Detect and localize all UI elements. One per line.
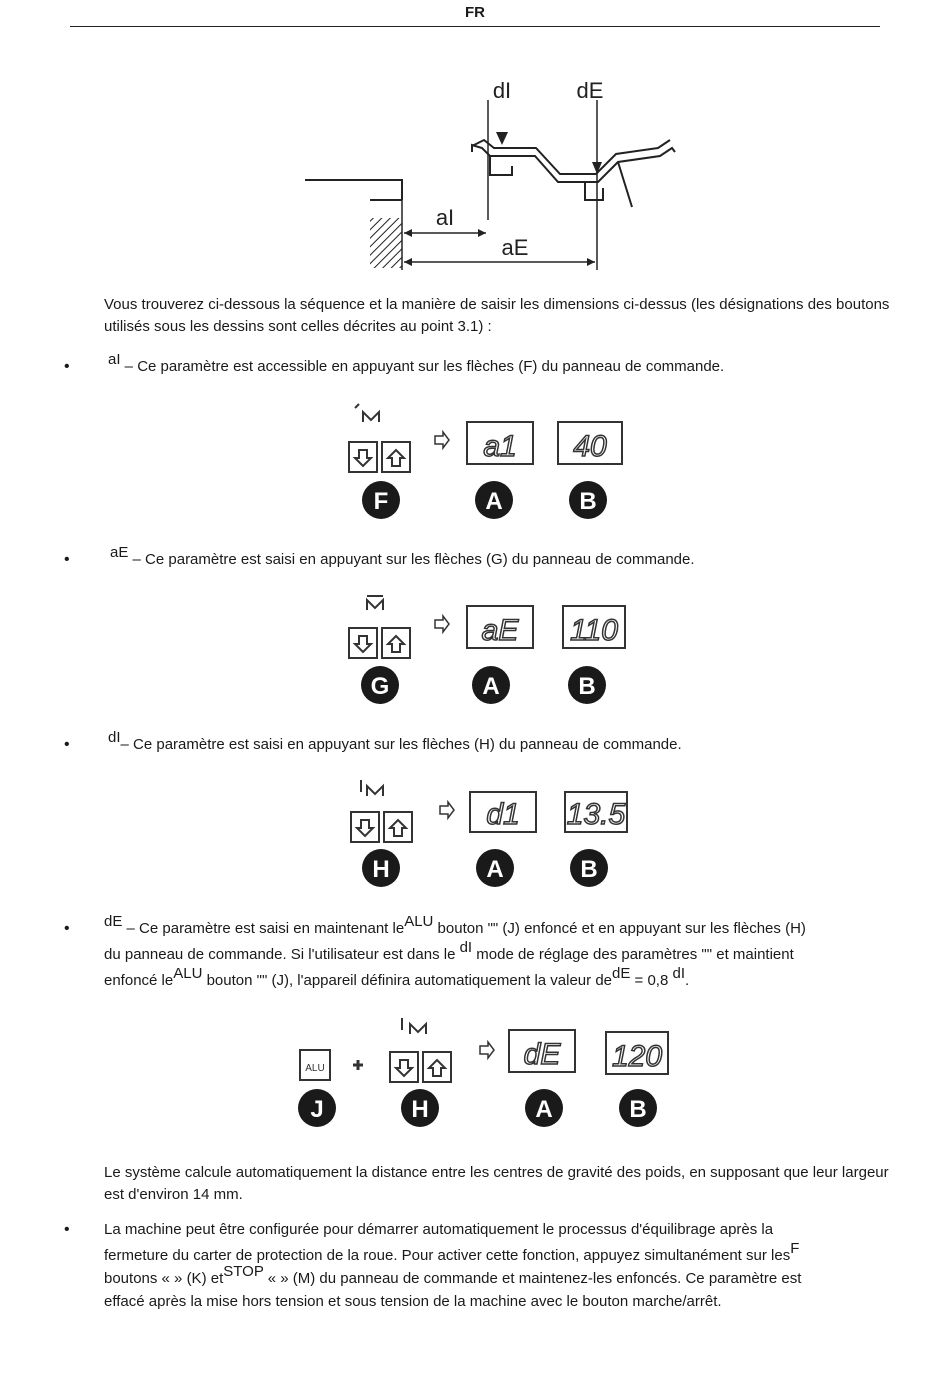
rim-dimension-diagram: [300, 70, 685, 280]
button-g-label: G: [370, 673, 390, 700]
svg-text:A: A: [486, 856, 504, 883]
svg-text:B: B: [579, 488, 597, 515]
page-header: [70, 0, 880, 27]
label-aI: aI: [435, 205, 455, 230]
auto-calc-text: Le système calcule automatiquement la distance entre les centres de gravité des poids, en supposant que leur largeur est d'environ 14 mm.: [104, 1164, 889, 1203]
panel-aE: [345, 590, 635, 708]
final-line-3: boutons « » (K) etSTOP « » (M) du panneau de commande et maintenez-les enfoncés. Ce paramètre est: [104, 1263, 802, 1287]
final-line-4: effacé après la mise hors tension et sous tension de la machine avec le bouton marche/arrêt.: [104, 1293, 722, 1310]
display-b-aI: 40: [573, 430, 607, 463]
panel-dI: [345, 774, 635, 890]
display-b-dE: 120: [611, 1040, 663, 1073]
item-dE-line-1: dE – Ce paramètre est saisi en maintenant leALU bouton "" (J) enfoncé et en appuyant sur les flèches (H): [104, 913, 806, 937]
bullet-5: •: [64, 1221, 70, 1238]
button-h-label-2: H: [411, 1096, 429, 1123]
svg-text:A: A: [482, 673, 500, 700]
item-dE-line-2: du panneau de commande. Si l'utilisateur est dans le dI mode de réglage des paramètres "" et maintient: [104, 939, 794, 963]
button-h-label: H: [372, 856, 390, 883]
svg-text:B: B: [629, 1096, 647, 1123]
param-dI: dI: [108, 729, 121, 746]
display-a-dE: dE: [523, 1038, 561, 1071]
panel-aI: [345, 400, 635, 522]
param-aI: aI: [108, 351, 121, 368]
display-a-aE: aE: [481, 614, 519, 647]
item-dE-line-3: enfoncé leALU bouton "" (J), l'appareil définira automatiquement la valeur dedE = 0,8 dI.: [104, 965, 690, 989]
display-a-aI: a1: [483, 430, 517, 463]
bullet-1: •: [64, 358, 70, 375]
language-code: FR: [465, 4, 485, 21]
svg-text:B: B: [580, 856, 598, 883]
item-aI-text: aI – Ce paramètre est accessible en appuyant sur les flèches (F) du panneau de commande.: [108, 351, 725, 375]
final-line-1: La machine peut être configurée pour démarrer automatiquement le processus d'équilibrage après la: [104, 1221, 774, 1238]
item-dI-text: dI– Ce paramètre est saisi en appuyant sur les flèches (H) du panneau de commande.: [108, 729, 682, 753]
display-b-dI: 13.5: [566, 798, 626, 831]
display-b-aE: 110: [570, 614, 618, 647]
bullet-4: •: [64, 920, 70, 937]
display-a-dI: d1: [486, 798, 520, 831]
item-aE-text: aE – Ce paramètre est saisi en appuyant sur les flèches (G) du panneau de commande.: [110, 544, 695, 568]
button-j-label: J: [310, 1096, 324, 1123]
label-aE: aE: [501, 235, 529, 260]
svg-text:A: A: [535, 1096, 553, 1123]
svg-text:A: A: [485, 488, 503, 515]
panel-dE: [292, 1012, 682, 1130]
button-f-label: F: [373, 488, 389, 515]
alu-key-label: ALU: [305, 1063, 325, 1074]
bullet-2: •: [64, 551, 70, 568]
intro-text: Vous trouverez ci-dessous la séquence et la manière de saisir les dimensions ci-dessus (les désignations des boutons utilisés sous les dessins sont celles décrites au point 3.1) :: [104, 296, 890, 335]
param-dE: dE: [104, 913, 123, 930]
final-line-2: fermeture du carter de protection de la roue. Pour activer cette fonction, appuyez simultanément sur lesF: [104, 1240, 800, 1264]
param-aE: aE: [110, 544, 129, 561]
bullet-3: •: [64, 736, 70, 753]
label-dI: dI: [492, 78, 512, 103]
svg-text:B: B: [578, 673, 596, 700]
label-dE: dE: [576, 78, 604, 103]
